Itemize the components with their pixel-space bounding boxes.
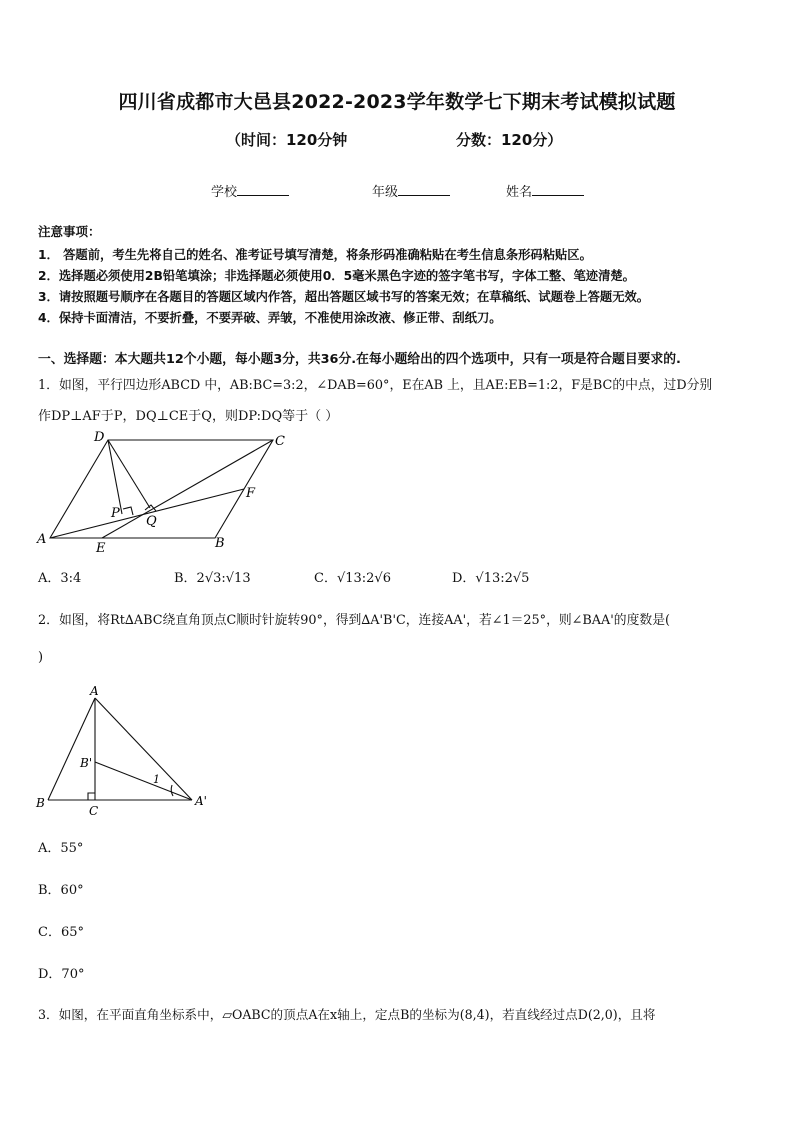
name-label: 姓名 — [506, 185, 533, 200]
q2-option-c: C．65° — [38, 925, 84, 940]
q1-label-F: F — [246, 486, 256, 501]
page-title: 四川省成都市大邑县2022-2023学年数学七下期末考试模拟试题 — [118, 91, 676, 113]
school-blank — [237, 183, 289, 196]
q1-option-a: A．3:4 — [38, 571, 82, 586]
q1-figure — [30, 428, 300, 558]
grade-label: 年级 — [372, 185, 399, 200]
q2-label-B-prime: B' — [80, 756, 93, 770]
q2-line1: 2．如图，将Rt∆ABC绕直角顶点C顺时针旋转90°，得到∆A'B'C，连接AA'，若∠1＝25°，则∠BAA'的度数是( — [38, 613, 670, 628]
q1-option-b: B．2√3:√13 — [174, 571, 251, 586]
q1-label-A: A — [37, 532, 47, 547]
name-field — [506, 181, 584, 200]
q1-label-C: C — [275, 434, 285, 449]
q2-label-A-prime: A' — [195, 794, 207, 808]
q1-label-P: P — [111, 506, 120, 521]
q2-option-b: B．60° — [38, 883, 84, 898]
q1-label-D: D — [94, 430, 105, 445]
q1-line2: 作DP⊥AF于P，DQ⊥CE于Q，则DP:DQ等于（ ） — [38, 409, 339, 424]
q2-label-A: A — [90, 684, 99, 698]
q2-label-B: B — [36, 796, 45, 810]
notice-item-2: 2．选择题必须使用2B铅笔填涂；非选择题必须使用0．5毫米黑色字迹的签字笔书写，字体工整、笔迹清楚。 — [38, 269, 635, 283]
notice-item-4: 4．保持卡面清洁，不要折叠，不要弄破、弄皱，不准使用涂改液、修正带、刮纸刀。 — [38, 311, 502, 325]
section-heading: 一、选择题：本大题共12个小题，每小题3分，共36分.在每小题给出的四个选项中，只有一项是符合题目要求的. — [38, 352, 681, 367]
q2-label-1: 1 — [153, 773, 160, 786]
q2-option-d: D．70° — [38, 967, 85, 982]
q2-figure — [30, 680, 220, 820]
q1-line1: 1．如图，平行四边形ABCD 中，AB:BC=3:2，∠DAB=60°，E在AB 上，且AE:EB=1:2，F是BC的中点，过D分别 — [38, 378, 713, 393]
q2-option-a: A．55° — [38, 841, 84, 856]
notice-item-3: 3．请按照题号顺序在各题目的答题区域内作答，超出答题区域书写的答案无效；在草稿纸、试题卷上答题无效。 — [38, 290, 650, 304]
q3-line1: 3．如图，在平面直角坐标系中，▱OABC的顶点A在x轴上，定点B的坐标为(8,4)，若直线经过点D(2,0)，且将 — [38, 1007, 656, 1022]
grade-blank — [398, 183, 450, 196]
q1-label-E: E — [96, 541, 106, 556]
q1-option-d: D．√13:2√5 — [452, 571, 530, 586]
q1-label-B: B — [215, 536, 225, 551]
q2-line2: ) — [38, 650, 44, 665]
name-blank — [532, 183, 584, 196]
q1-label-Q: Q — [146, 514, 157, 529]
q2-label-C: C — [89, 804, 99, 818]
grade-field — [372, 181, 450, 200]
q1-option-c: C．√13:2√6 — [314, 571, 391, 586]
exam-time: （时间：120分钟 — [226, 131, 348, 149]
notice-heading: 注意事项： — [38, 224, 101, 239]
school-field — [211, 181, 289, 200]
school-label: 学校 — [211, 185, 238, 200]
exam-score: 分数：120分） — [456, 131, 563, 149]
notice-item-1: 1． 答题前，考生先将自己的姓名、准考证号填写清楚，将条形码准确粘贴在考生信息条形码粘贴区。 — [38, 248, 592, 262]
